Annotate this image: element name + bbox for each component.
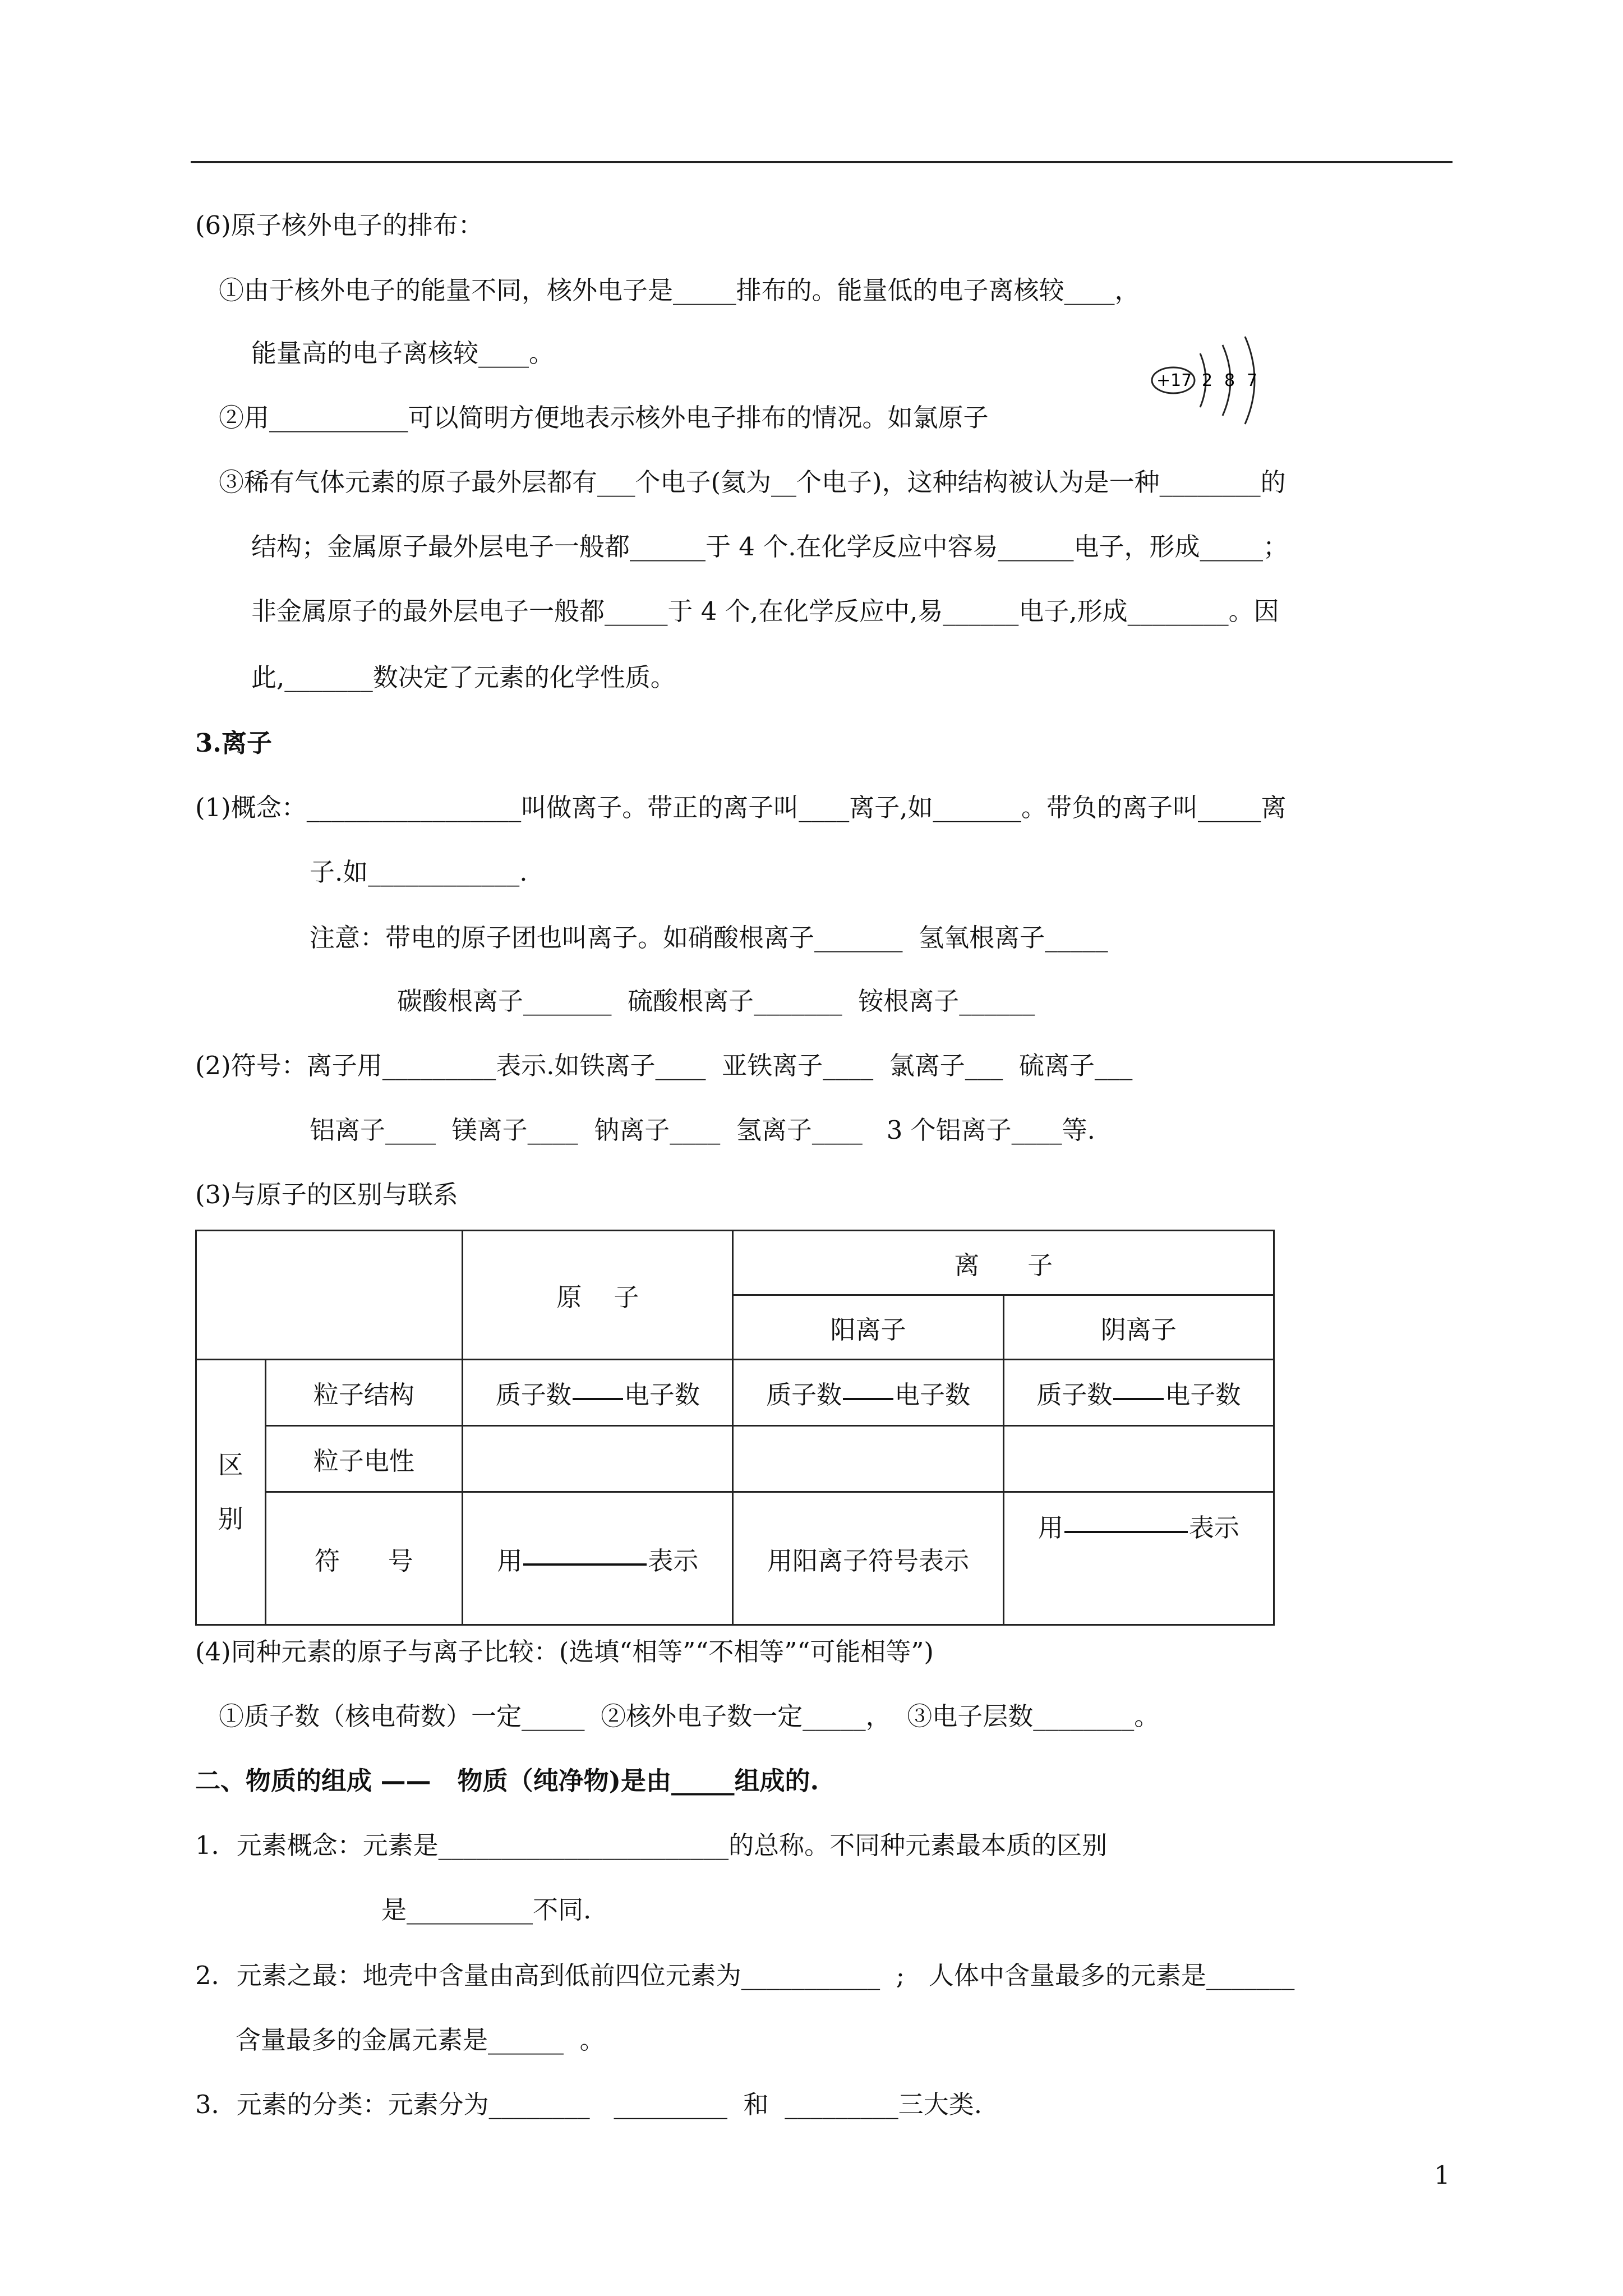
heading-ions: 3.离子: [195, 728, 272, 758]
text-line: (2)符号：离子用_________表示.如铁离子____ 亚铁离子____ 氯离子___ 硫离子___: [195, 1051, 1133, 1080]
blank-field: [573, 1395, 623, 1400]
text-line: 3．元素的分类：元素分为________ _________ 和 _________三大类.: [195, 2090, 983, 2119]
section-electron-arrangement: (6)原子核外电子的排布：: [195, 210, 483, 240]
header-ion: 离 子: [733, 1231, 1274, 1295]
text-line: 含量最多的金属元素是______ 。: [236, 2025, 605, 2055]
cell-text: 表示: [1188, 1513, 1239, 1543]
cell-atom-structure: [463, 1360, 733, 1426]
text-line: 注意：带电的原子团也叫离子。如硝酸根离子_______ 氢氧根离子_____: [310, 923, 1108, 953]
header-rule: [191, 161, 1453, 163]
cell-text: 质子数: [1036, 1380, 1113, 1410]
nucleus-charge: +17: [1156, 371, 1192, 390]
blank-field: [523, 1560, 647, 1566]
cell-cation-charge: [733, 1426, 1003, 1492]
text-line: ①质子数（核电荷数）一定_____ ②核外电子数一定_____， ③电子层数________。: [219, 1701, 1160, 1731]
text-line: (4)同种元素的原子与离子比较：(选填“相等”“不相等”“可能相等”): [195, 1637, 934, 1667]
row-label-charge: 粒子电性: [265, 1426, 463, 1492]
text-line: 能量高的电子离核较____。: [251, 338, 555, 368]
cell-cation-symbol: 用阳离子符号表示: [733, 1492, 1003, 1625]
text-line: ②用___________可以简明方便地表示核外电子排布的情况。如氯原子: [219, 403, 989, 432]
chlorine-atom-structure-diagram: [1144, 331, 1267, 429]
blank-field: [1064, 1527, 1188, 1533]
page-number: 1: [1434, 2160, 1450, 2190]
cell-text: 电子数: [895, 1380, 971, 1410]
cell-text: 用: [497, 1545, 523, 1576]
text-line: 此,_______数决定了元素的化学性质。: [251, 662, 676, 692]
shell-electrons: 2: [1202, 371, 1213, 390]
cell-atom-symbol: [463, 1492, 733, 1625]
text-line: 非金属原子的最外层电子一般都_____于 4 个,在化学反应中,易______电子,形成________。因: [251, 596, 1279, 626]
table-corner-cell: [196, 1231, 463, 1360]
row-label-structure: 粒子结构: [265, 1360, 463, 1426]
cell-text: 电子数: [1165, 1380, 1241, 1410]
shell-electrons: 8: [1224, 371, 1235, 390]
text-line: 结构；金属原子最外层电子一般都______于 4 个.在化学反应中容易______电子，形成_____；: [251, 532, 1289, 562]
header-atom: 原 子: [463, 1231, 733, 1360]
cell-text: 用: [1038, 1513, 1063, 1543]
text-line: 子.如____________.: [310, 857, 528, 887]
blank-field: [843, 1395, 893, 1400]
cell-text: 电子数: [624, 1380, 700, 1410]
row-label-symbol: 符 号: [265, 1492, 463, 1625]
text-line: 铝离子____ 镁离子____ 钠离子____ 氢离子____ 3 个铝离子____等.: [310, 1115, 1095, 1145]
header-cation: 阳离子: [733, 1295, 1003, 1360]
text-line: (3)与原子的区别与联系: [195, 1180, 458, 1209]
text-line: 碳酸根离子_______ 硫酸根离子_______ 铵根离子______: [397, 986, 1035, 1016]
text-line: 是__________不同.: [381, 1895, 592, 1925]
shell-electrons: 7: [1247, 371, 1258, 390]
header-anion: 阴离子: [1003, 1295, 1274, 1360]
cell-text: 质子数: [766, 1380, 842, 1410]
text-line: (1)概念：_________________叫做离子。带正的离子叫____离子,如_______。带负的离子叫_____离: [195, 793, 1287, 822]
cell-text: 表示: [648, 1545, 699, 1576]
cell-anion-structure: [1003, 1360, 1274, 1426]
heading-composition: 二、物质的组成 —— 物质（纯净物)是由_____组成的.: [195, 1766, 819, 1796]
cell-text: 质子数: [495, 1380, 571, 1410]
cell-cation-structure: [733, 1360, 1003, 1426]
cell-anion-symbol: [1003, 1492, 1274, 1625]
cell-anion-charge: [1003, 1426, 1274, 1492]
atom-ion-comparison-table: [195, 1230, 1275, 1626]
row-group-difference: [196, 1360, 266, 1625]
text-line: ①由于核外电子的能量不同，核外电子是_____排布的。能量低的电子离核较____，: [219, 275, 1140, 305]
group-label: 区: [218, 1450, 243, 1480]
text-line: ③稀有气体元素的原子最外层都有___个电子(氦为__个电子)，这种结构被认为是一种________的: [219, 467, 1286, 497]
blank-field: [1113, 1395, 1164, 1400]
text-line: 1．元素概念：元素是_______________________的总称。不同种元素最本质的区别: [195, 1830, 1108, 1860]
cell-atom-charge: [463, 1426, 733, 1492]
group-label: 别: [218, 1504, 243, 1534]
text-line: 2．元素之最：地壳中含量由高到低前四位元素为___________ ; 人体中含量最多的元素是_______: [195, 1961, 1295, 1990]
